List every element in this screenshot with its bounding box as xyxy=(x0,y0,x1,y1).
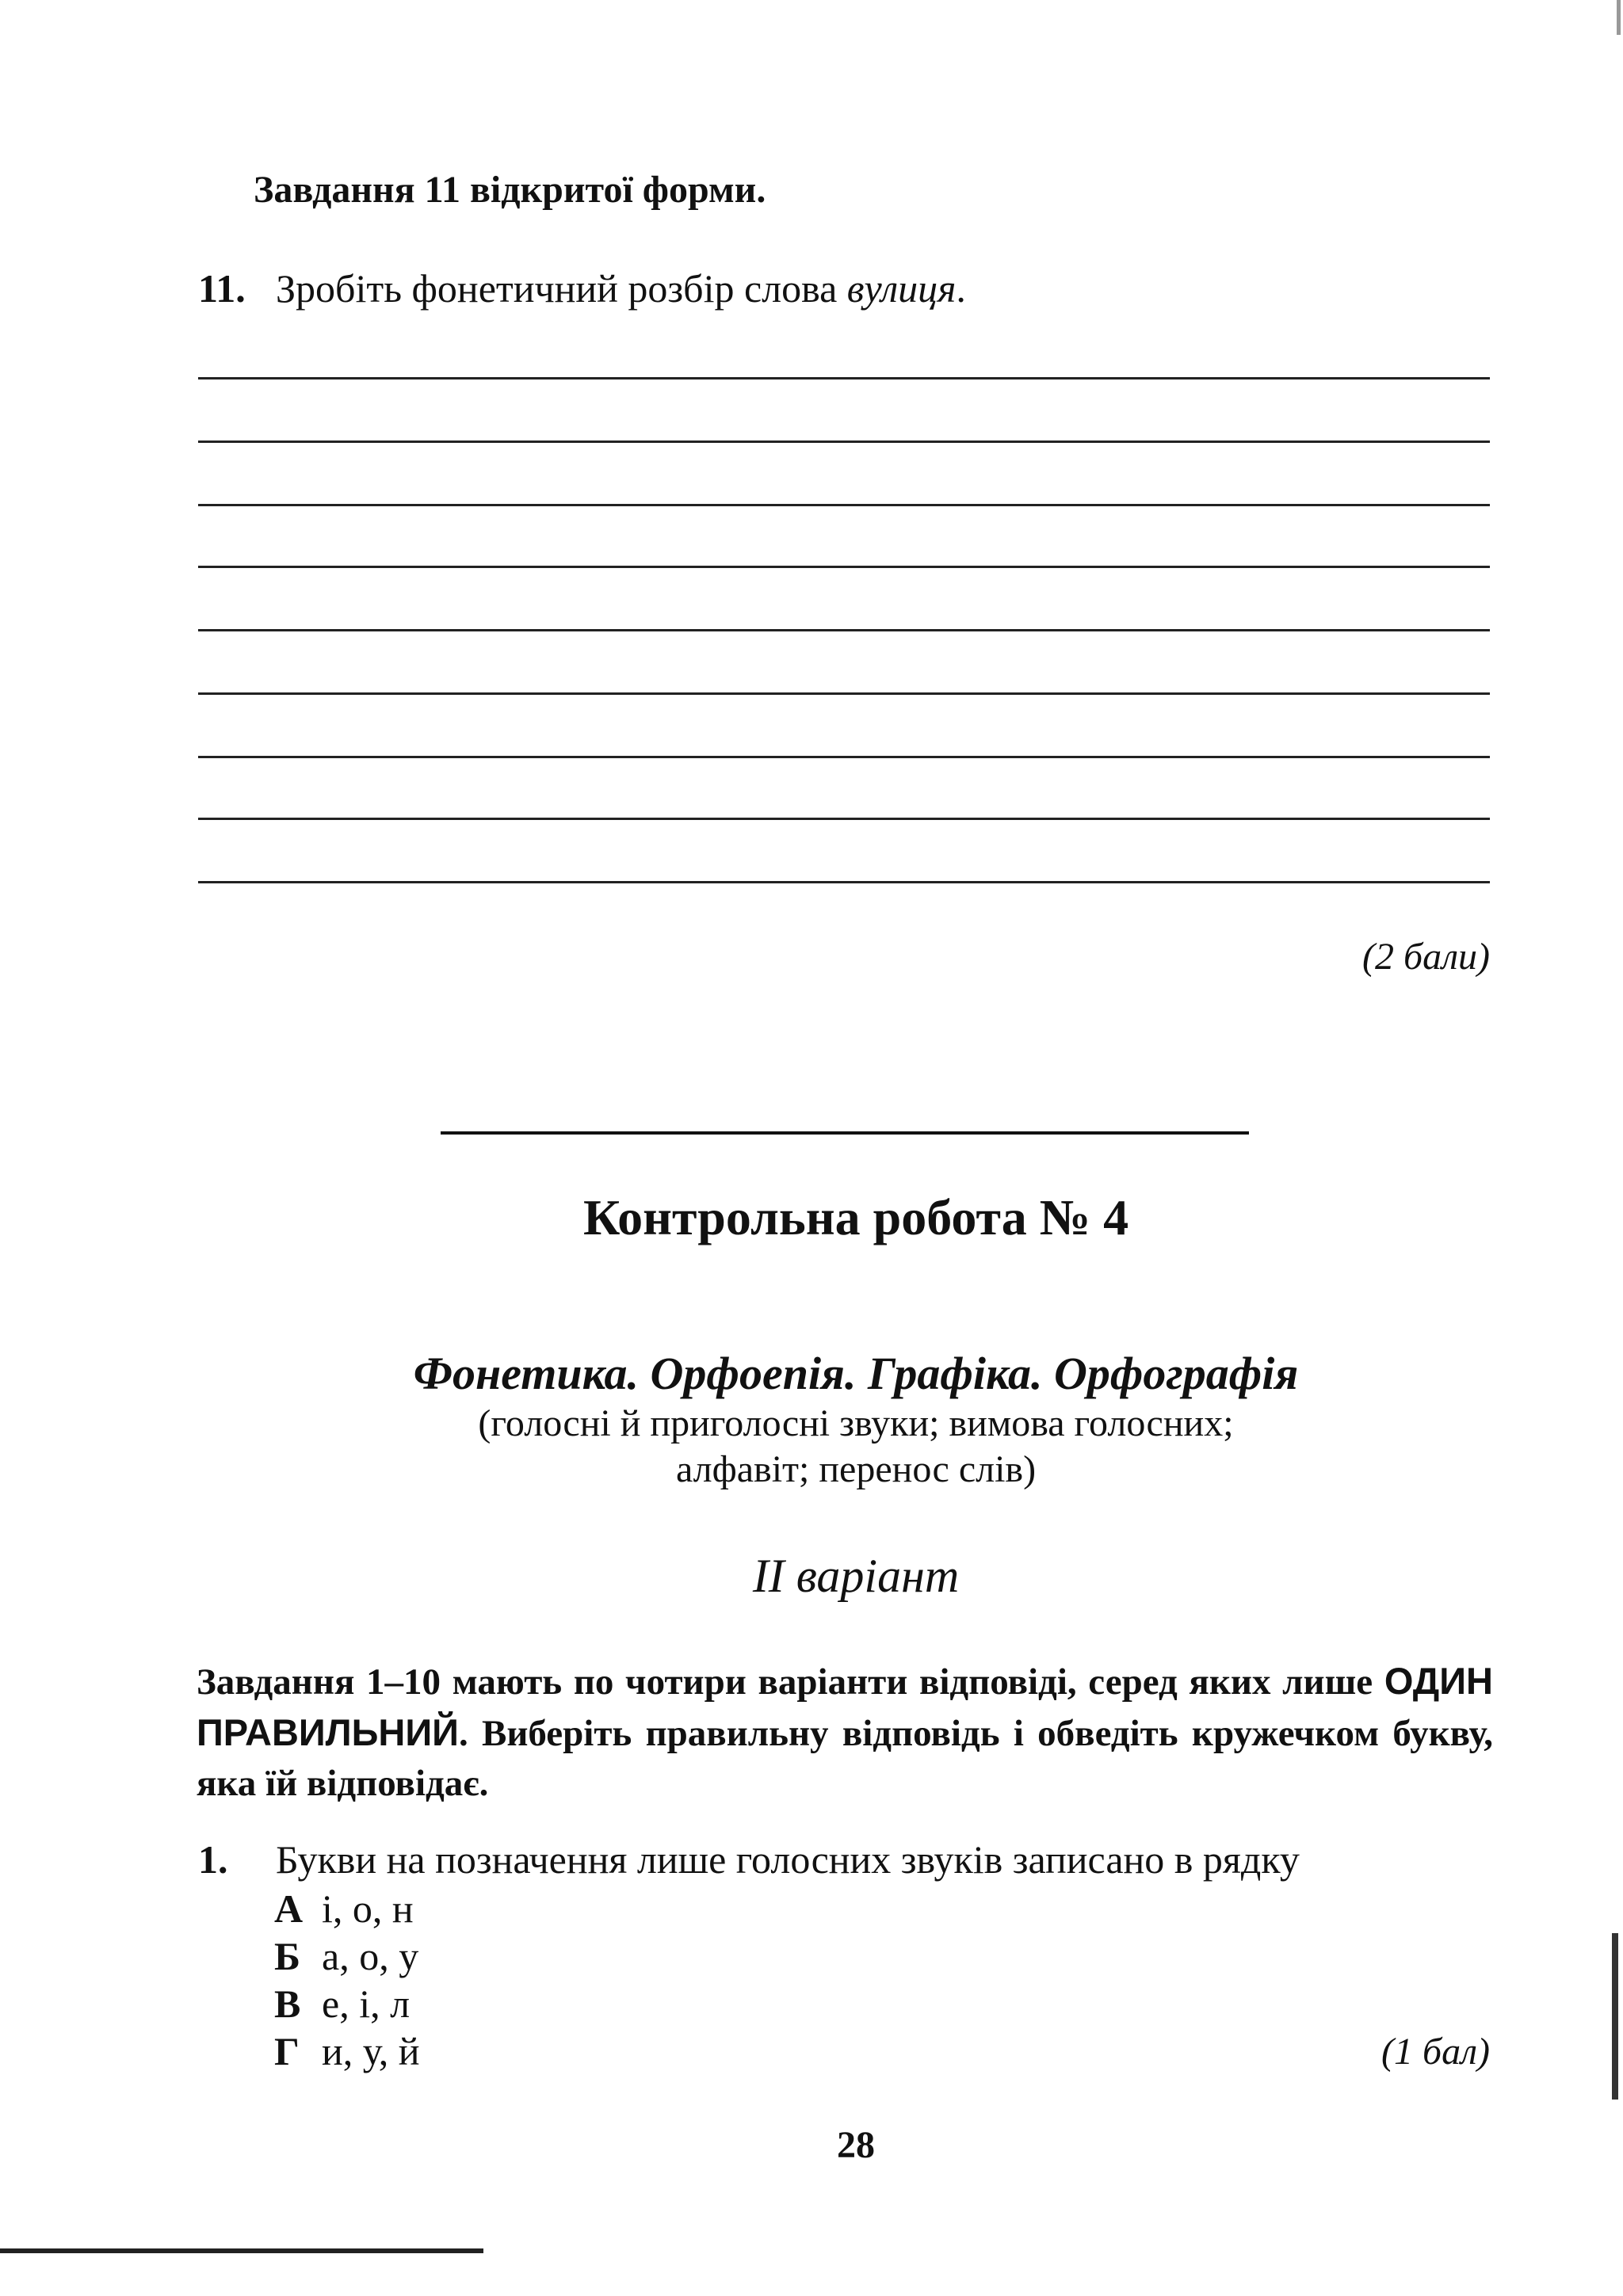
task11-points: (2 бали) xyxy=(1361,936,1490,978)
option-text: и, у, й xyxy=(322,2029,420,2073)
answer-line xyxy=(198,441,1490,443)
option-text: і, о, н xyxy=(322,1886,414,1931)
task11-header: Завдання 11 відкритої форми. xyxy=(254,169,766,211)
variant-label: II варіант xyxy=(752,1550,960,1602)
scan-edge-line xyxy=(1617,0,1621,35)
option-a[interactable] xyxy=(274,1886,414,1932)
instructions-part2: . Виберіть правильну відповідь і обведіть кружечком букву, яка їй відповідає. xyxy=(197,1713,1493,1804)
option-letter: Б xyxy=(274,1934,301,1978)
answer-line xyxy=(198,756,1490,758)
instructions-emphasis: ОДИН ПРАВИЛЬНИЙ xyxy=(197,1660,1493,1753)
option-text: е, і, л xyxy=(322,1981,411,2026)
answer-line xyxy=(198,692,1490,695)
task11-word: вулиця xyxy=(846,266,957,311)
scan-edge-line xyxy=(1612,1933,1618,2100)
question-1 xyxy=(198,1836,1300,1882)
section-divider xyxy=(441,1131,1249,1135)
subtitle-note-line2: алфавіт; перенос слів) xyxy=(675,1448,1037,1490)
task11-text: Зробіть фонетичний розбір слова xyxy=(276,266,847,311)
section-subtitle: Фонетика. Орфоепія. Графіка. Орфографія xyxy=(413,1348,1299,1399)
task11-number: 11. xyxy=(198,266,246,311)
answer-line xyxy=(198,818,1490,820)
option-c[interactable] xyxy=(274,1981,410,2027)
task11-end: . xyxy=(956,266,966,311)
option-letter: В xyxy=(274,1981,301,2026)
question-1-points: (1 бал) xyxy=(1381,2031,1490,2073)
answer-line xyxy=(198,881,1490,883)
answer-line xyxy=(198,629,1490,631)
page-title: Контрольна робота № 4 xyxy=(582,1189,1129,1245)
question-1-number: 1. xyxy=(198,1837,228,1882)
option-d[interactable] xyxy=(274,2028,420,2074)
answer-line xyxy=(198,504,1490,506)
answer-line xyxy=(198,377,1490,379)
task11-question xyxy=(198,265,966,311)
option-b[interactable] xyxy=(274,1933,418,1979)
subtitle-note xyxy=(0,1401,1623,1493)
instructions-paragraph xyxy=(197,1656,1493,1809)
answer-line xyxy=(198,566,1490,568)
subtitle-note-line1: (голосні й приголосні звуки; вимова голосних; xyxy=(478,1402,1234,1444)
option-letter: Г xyxy=(274,2029,300,2073)
question-1-text: Букви на позначення лише голосних звуків записано в рядку xyxy=(276,1837,1300,1882)
instructions-part1: Завдання 1–10 мають по чотири варіанти відповіді, серед яких лише xyxy=(197,1661,1384,1703)
scan-edge-line xyxy=(0,2248,483,2253)
option-letter: А xyxy=(274,1886,304,1931)
page-number: 28 xyxy=(837,2124,875,2166)
option-text: а, о, у xyxy=(322,1934,419,1978)
